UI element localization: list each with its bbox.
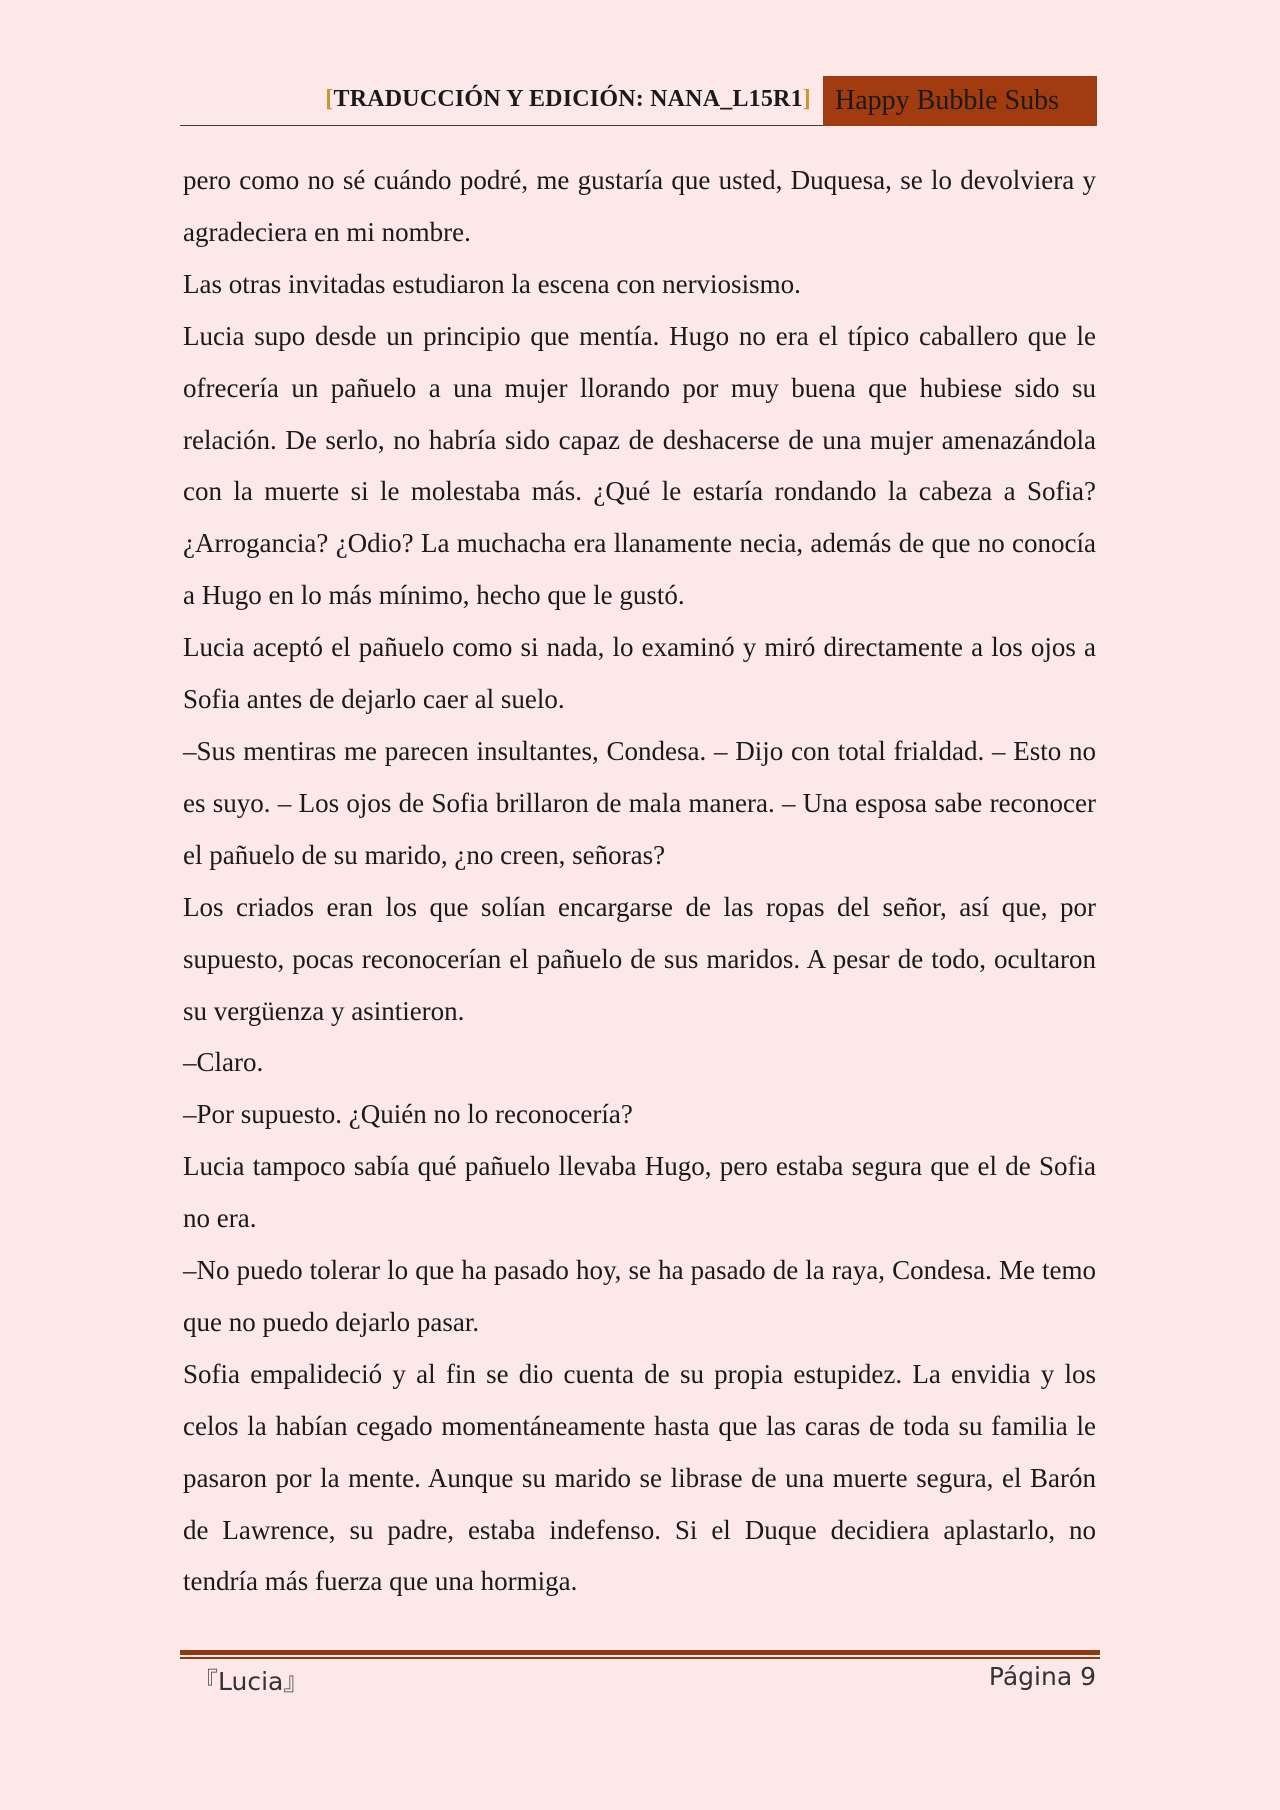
paragraph: –No puedo tolerar lo que ha pasado hoy, se ha pasado de la raya, Condesa. Me temo que no puedo dejarlo pasar. (183, 1255, 1096, 1337)
paragraph: pero como no sé cuándo podré, me gustaría que usted, Duquesa, se lo devolviera y agradeciera en mi nombre. (183, 165, 1096, 247)
bracket-close: ] (802, 86, 811, 112)
group-badge: Happy Bubble Subs (823, 76, 1097, 126)
paragraph: –Claro. (183, 1047, 264, 1078)
paragraph: Los criados eran los que solían encargarse de las ropas del señor, así que, por supuesto, pocas reconocerían el pañuelo de sus maridos. A pesar de todo, ocultaron su vergüenza y asintieron. (183, 891, 1096, 1026)
footer-rule (180, 1650, 1100, 1655)
paragraph: Lucia supo desde un principio que mentía. Hugo no era el típico caballero que le ofrecería un pañuelo a una mujer llorando por muy buena que hubiese sido su relación. De serlo, no habría sido capaz de deshacerse de una mujer amenazándola con la muerte si le molestaba más. ¿Qué le estaría rondando la cabeza a Sofia? ¿Arrogancia? ¿Odio? La muchacha era llanamente necia, además de que no conocía a Hugo en lo más mínimo, hecho que le gustó. (183, 320, 1096, 611)
paragraph: Las otras invitadas estudiaron la escena con nerviosismo. (183, 268, 801, 299)
credit-text: TRADUCCIÓN Y EDICIÓN: NANA_L15R1 (333, 86, 803, 112)
bracket-open: [ (325, 86, 334, 112)
paragraph: –Sus mentiras me parecen insultantes, Condesa. – Dijo con total frialdad. – Esto no es suyo. – Los ojos de Sofia brillaron de mala manera. – Una esposa sabe reconocer el pañuelo de su marido, ¿no creen, señoras? (183, 735, 1096, 870)
footer-rule-thin (180, 1657, 1100, 1659)
page-number: Página 9 (988, 1662, 1096, 1691)
paragraph: Lucia aceptó el pañuelo como si nada, lo examinó y miró directamente a los ojos a Sofia antes de dejarlo caer al suelo. (183, 632, 1096, 715)
page-header (180, 76, 1097, 126)
translation-credit (180, 86, 811, 113)
paragraph: Sofia empalideció y al fin se dio cuenta de su propia estupidez. La envidia y los celos la habían cegado momentáneamente hasta que las caras de toda su familia le pasaron por la mente. Aunque su marido se librase de una muerte segura, el Barón de Lawrence, su padre, estaba indefenso. Si el Duque decidiera aplastarlo, no tendría más fuerza que una hormiga. (183, 1358, 1096, 1597)
page-body (183, 155, 1096, 1608)
paragraph: Lucia tampoco sabía qué pañuelo llevaba Hugo, pero estaba segura que el de Sofia no era. (183, 1151, 1096, 1234)
paragraph: –Por supuesto. ¿Quién no lo reconocería? (183, 1099, 633, 1130)
header-rule (180, 125, 823, 126)
book-title: 『Lucia』 (193, 1667, 309, 1696)
